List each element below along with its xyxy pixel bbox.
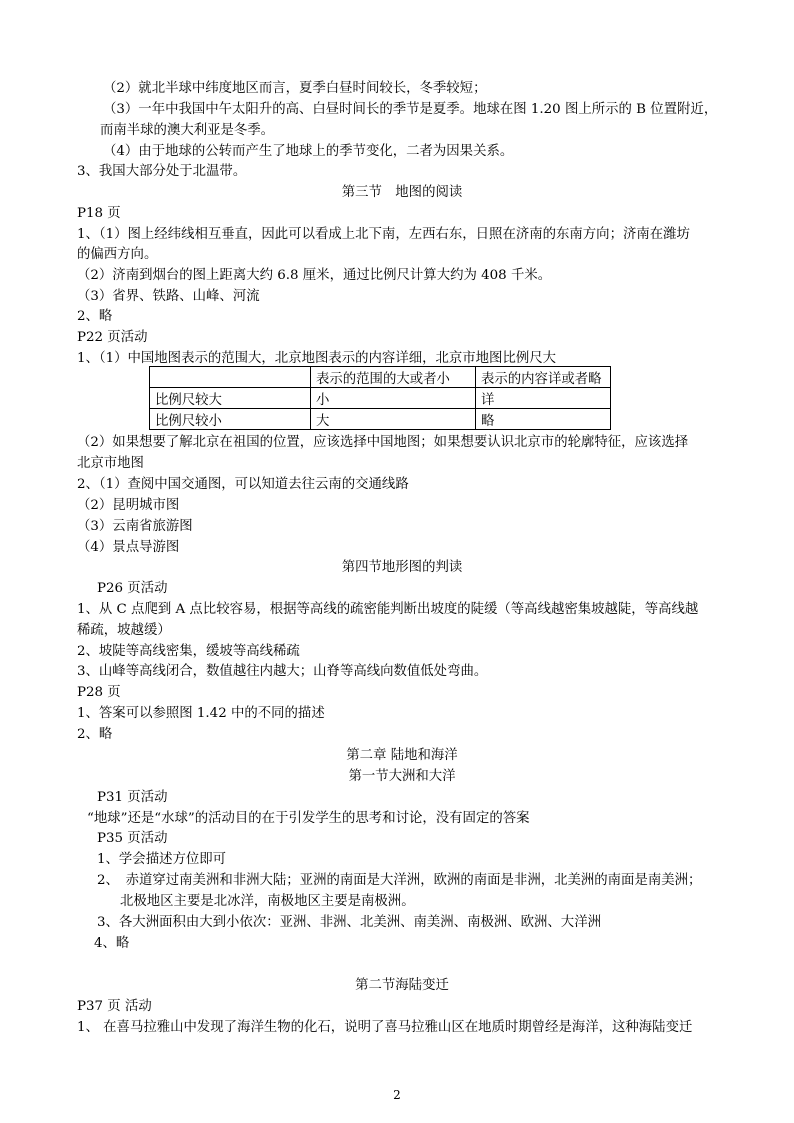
page-number: 2	[393, 1088, 401, 1102]
section-heading: 第二节海陆变迁	[355, 978, 449, 993]
table-cell: 比例尺较大	[150, 388, 311, 409]
text-line: P28 页	[77, 685, 121, 700]
text-line: P31 页活动	[97, 790, 168, 805]
text-line: 2、 赤道穿过南美洲和非洲大陆；亚洲的南面是大洋洲，欧洲的南面是非洲，北美洲的南面是南美洲；	[97, 873, 702, 888]
text-line: （3）云南省旅游图	[77, 519, 193, 534]
text-line: 1、（1）图上经纬线相互垂直，因此可以看成上北下南，左西右东，日照在济南的东南方向；济南在潍坊	[77, 227, 690, 242]
text-line: （2）就北半球中纬度地区而言，夏季白昼时间较长，冬季较短；	[103, 81, 487, 96]
text-line: P18 页	[77, 206, 121, 221]
text-line: 的偏西方向。	[77, 247, 158, 262]
text-line: （2）如果想要了解北京在祖国的位置，应该选择中国地图；如果想要认识北京市的轮廓特征，应该选择	[77, 435, 689, 450]
table-cell: 表示的范围的大或者小	[311, 367, 476, 388]
text-line: P22 页活动	[77, 330, 148, 345]
table-cell: 略	[476, 409, 611, 430]
text-line: 1、 在喜马拉雅山中发现了海洋生物的化石，说明了喜马拉雅山区在地质时期曾经是海洋，这种海陆变迁	[77, 1020, 693, 1035]
table-cell: 小	[311, 388, 476, 409]
text-line: 2、坡陡等高线密集，缓坡等高线稀疏	[77, 644, 300, 659]
table-cell: 比例尺较小	[150, 409, 311, 430]
text-line: （3）一年中我国中午太阳升的高、白昼时间长的季节是夏季。地球在图 1.20 图上所示的 B 位置附近，	[103, 102, 718, 117]
text-line: 1、从 C 点爬到 A 点比较容易，根据等高线的疏密能判断出坡度的陡缓（等高线越密集坡越陡，等高线越	[77, 602, 699, 617]
text-line: （4）由于地球的公转而产生了地球上的季节变化，二者为因果关系。	[103, 144, 514, 159]
text-line: P35 页活动	[97, 831, 168, 846]
table-cell: 大	[311, 409, 476, 430]
scale-comparison-table	[149, 366, 611, 430]
section-heading: 第三节 地图的阅读	[341, 185, 463, 200]
chapter-heading: 第二章 陆地和海洋	[346, 748, 458, 763]
section-heading: 第一节大洲和大洋	[348, 769, 456, 784]
text-line: 北京市地图	[77, 456, 144, 471]
text-line: （3）省界、铁路、山峰、河流	[77, 289, 260, 304]
table-cell: 详	[476, 388, 611, 409]
text-line: 2、（1）查阅中国交通图，可以知道去往云南的交通线路	[77, 477, 409, 492]
text-line: （2）昆明城市图	[77, 498, 180, 513]
table-row	[150, 409, 611, 430]
table-row	[150, 367, 611, 388]
text-line: 3、山峰等高线闭合，数值越往内越大；山脊等高线向数值低处弯曲。	[77, 664, 488, 679]
text-line: （4）景点导游图	[77, 540, 180, 555]
section-heading: 第四节地形图的判读	[341, 560, 463, 575]
text-line: 稀疏，坡越缓）	[77, 623, 171, 638]
text-line: 1、（1）中国地图表示的范围大，北京地图表示的内容详细，北京市地图比例尺大	[77, 351, 557, 366]
text-line: 3、我国大部分处于北温带。	[77, 164, 247, 179]
text-line: 2、略	[77, 309, 113, 324]
text-line: P26 页活动	[97, 581, 168, 596]
table-cell: 表示的内容详或者略	[476, 367, 611, 388]
text-line: 1、答案可以参照图 1.42 中的不同的描述	[77, 706, 325, 721]
table-row	[150, 388, 611, 409]
text-line: 北极地区主要是北冰洋，南极地区主要是南极洲。	[120, 894, 415, 909]
table-cell	[150, 367, 311, 388]
text-line: P37 页 活动	[77, 999, 152, 1014]
text-line: 4、略	[94, 936, 130, 951]
text-line: 而南半球的澳大利亚是冬季。	[100, 123, 275, 138]
text-line: “地球”还是“水球”的活动目的在于引发学生的思考和讨论，没有固定的答案	[87, 811, 530, 826]
text-line: （2）济南到烟台的图上距离大约 6.8 厘米，通过比例尺计算大约为 408 千米。	[77, 268, 552, 283]
text-line: 2、略	[77, 727, 113, 742]
text-line: 1、学会描述方位即可	[97, 852, 227, 867]
text-line: 3、各大洲面积由大到小依次：亚洲、非洲、北美洲、南美洲、南极洲、欧洲、大洋洲	[97, 915, 601, 930]
